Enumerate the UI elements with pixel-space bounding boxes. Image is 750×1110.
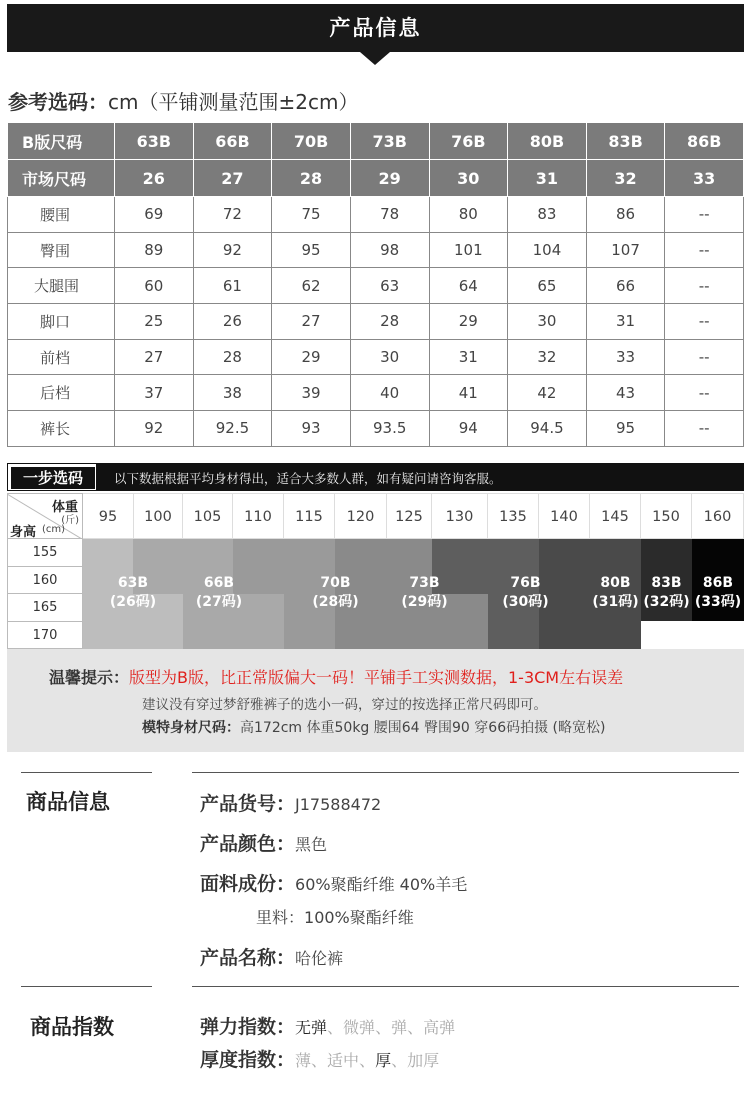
table-cell: 60 — [115, 268, 194, 304]
reference-label: 参考选码： — [8, 90, 108, 114]
name-line — [200, 943, 343, 970]
table-cell: 25 — [115, 304, 194, 340]
fabric-line — [200, 869, 467, 896]
grid-corner — [7, 493, 83, 539]
table-cell: 31 — [586, 304, 665, 340]
height-label: 身高 — [10, 525, 37, 539]
table-cell: 61 — [193, 268, 272, 304]
table-cell: 94.5 — [508, 411, 587, 447]
divider — [192, 772, 739, 773]
table-cell: 69 — [115, 197, 194, 233]
market-size-label: 市场尺码 — [8, 160, 115, 197]
weight-cell: 130 — [432, 493, 488, 539]
market-size-row — [8, 160, 744, 197]
table-cell: 29 — [272, 339, 351, 375]
table-row — [8, 268, 744, 304]
reference-line — [8, 86, 358, 115]
size-block-label: 73B (29码) — [401, 575, 448, 610]
weight-cell: 150 — [641, 493, 692, 539]
table-cell: 29 — [429, 304, 508, 340]
table-cell: 95 — [272, 232, 351, 268]
color-line — [200, 829, 327, 856]
table-cell: 27 — [272, 304, 351, 340]
row-label: 腰围 — [8, 197, 115, 233]
height-cell: 170 — [7, 622, 83, 650]
section-header — [7, 4, 744, 52]
table-cell: 94 — [429, 411, 508, 447]
row-label: 裤长 — [8, 411, 115, 447]
market-size-cell: 31 — [508, 160, 587, 197]
fabric-label: 面料成份： — [200, 873, 296, 895]
row-label: 臀围 — [8, 232, 115, 268]
table-cell: 42 — [508, 375, 587, 411]
header-arrow-icon — [360, 52, 390, 65]
b-size-cell: 86B — [665, 123, 744, 160]
weight-unit: (斤) — [61, 515, 79, 526]
b-size-cell: 66B — [193, 123, 272, 160]
table-cell: -- — [665, 268, 744, 304]
b-size-cell: 83B — [586, 123, 665, 160]
elastic-option: 无弹 — [295, 1018, 328, 1037]
size-block-label: 86B (33码) — [694, 575, 742, 610]
thickness-line: 厚度指数：薄、适中、厚、加厚 — [200, 1049, 440, 1071]
thickness-option: 适中 — [327, 1051, 360, 1070]
size-grid — [7, 493, 744, 649]
table-cell: 80 — [429, 197, 508, 233]
lining-line — [256, 905, 414, 928]
color-value: 黑色 — [295, 835, 328, 854]
weight-cell: 120 — [335, 493, 387, 539]
size-block-label: 76B (30码) — [502, 575, 549, 610]
table-cell: 27 — [115, 339, 194, 375]
table-cell: 92 — [193, 232, 272, 268]
b-size-cell: 76B — [429, 123, 508, 160]
tip-warning: 版型为B版，比正常版偏大一码！平铺手工实测数据，1-3CM左右误差 — [129, 668, 624, 687]
elastic-option: 弹 — [391, 1018, 408, 1037]
table-cell: 38 — [193, 375, 272, 411]
weight-cell: 105 — [183, 493, 233, 539]
table-cell: 62 — [272, 268, 351, 304]
table-cell: 104 — [508, 232, 587, 268]
market-size-cell: 27 — [193, 160, 272, 197]
table-cell: 92.5 — [193, 411, 272, 447]
table-cell: 28 — [350, 304, 429, 340]
table-cell: -- — [665, 232, 744, 268]
table-cell: 31 — [429, 339, 508, 375]
row-label: 后档 — [8, 375, 115, 411]
divider — [21, 772, 152, 773]
tip-label: 温馨提示： — [49, 668, 130, 687]
table-cell: -- — [665, 375, 744, 411]
table-cell: 30 — [508, 304, 587, 340]
row-label: 脚口 — [8, 304, 115, 340]
elastic-label: 弹力指数： — [200, 1016, 296, 1038]
table-cell: 93 — [272, 411, 351, 447]
table-cell: 63 — [350, 268, 429, 304]
table-row — [8, 304, 744, 340]
elastic-option: 微弹 — [343, 1018, 376, 1037]
size-block-label: 63B (26码) — [109, 575, 157, 610]
height-cell: 155 — [7, 539, 83, 567]
market-size-cell: 26 — [115, 160, 194, 197]
market-size-cell: 29 — [350, 160, 429, 197]
table-row — [8, 232, 744, 268]
height-cell: 165 — [7, 594, 83, 622]
table-cell: 72 — [193, 197, 272, 233]
model-text: 高172cm 体重50kg 腰围64 臀围90 穿66码拍摄 (略宽松) — [240, 720, 606, 736]
table-row — [8, 197, 744, 233]
thickness-option: 薄 — [295, 1051, 312, 1070]
name-label: 产品名称： — [200, 947, 296, 969]
model-label: 模特身材尺码： — [142, 720, 240, 736]
indices-title: 商品指数 — [30, 1015, 114, 1039]
market-size-cell: 32 — [586, 160, 665, 197]
market-size-cell: 28 — [272, 160, 351, 197]
tip-advice: 建议没有穿过梦舒雅裤子的选小一码，穿过的按选择正常尺码即可。 — [142, 697, 547, 713]
table-cell: 107 — [586, 232, 665, 268]
lining-label: 里料： — [256, 908, 305, 927]
name-value: 哈伦裤 — [295, 949, 344, 968]
table-cell: 92 — [115, 411, 194, 447]
table-cell: -- — [665, 339, 744, 375]
table-cell: 41 — [429, 375, 508, 411]
step-select-bar — [7, 463, 744, 491]
elastic-line: 弹力指数：无弹、微弹、弹、高弹 — [200, 1016, 456, 1038]
table-cell: 26 — [193, 304, 272, 340]
size-block-label: 83B (32码) — [643, 575, 690, 610]
table-cell: 66 — [586, 268, 665, 304]
sku-line — [200, 789, 381, 816]
model-line — [142, 717, 605, 737]
product-info-title: 商品信息 — [26, 790, 110, 814]
size-block-label: 66B (27码) — [195, 575, 243, 610]
market-size-cell: 33 — [665, 160, 744, 197]
weight-cell: 115 — [284, 493, 335, 539]
table-row — [8, 339, 744, 375]
table-row — [8, 375, 744, 411]
b-size-cell: 63B — [115, 123, 194, 160]
table-cell: 32 — [508, 339, 587, 375]
table-cell: 86 — [586, 197, 665, 233]
b-size-cell: 73B — [350, 123, 429, 160]
thickness-label: 厚度指数： — [200, 1049, 296, 1071]
weight-cell: 140 — [539, 493, 590, 539]
table-row — [8, 411, 744, 447]
row-label: 前档 — [8, 339, 115, 375]
table-cell: 33 — [586, 339, 665, 375]
table-cell: 64 — [429, 268, 508, 304]
b-size-cell: 80B — [508, 123, 587, 160]
b-size-row — [8, 123, 744, 160]
table-cell: 43 — [586, 375, 665, 411]
sku-label: 产品货号： — [200, 793, 296, 815]
weight-cell: 125 — [387, 493, 432, 539]
step-note: 以下数据根据平均身材得出，适合大多数人群，如有疑问请咨询客服。 — [114, 471, 502, 486]
weight-cell: 145 — [590, 493, 641, 539]
table-cell: 78 — [350, 197, 429, 233]
table-cell: -- — [665, 304, 744, 340]
weight-cell: 100 — [134, 493, 183, 539]
sku-value: J17588472 — [295, 795, 382, 814]
height-unit: (cm) — [42, 524, 66, 535]
b-size-label: B版尺码 — [8, 123, 115, 160]
lining-value: 100%聚酯纤维 — [304, 908, 414, 927]
table-cell: -- — [665, 197, 744, 233]
weight-cell: 135 — [488, 493, 539, 539]
weight-label: 体重 — [51, 500, 78, 515]
tip-panel — [7, 649, 744, 752]
step-label-box — [7, 463, 97, 491]
table-cell: 39 — [272, 375, 351, 411]
table-cell: 75 — [272, 197, 351, 233]
table-cell: 98 — [350, 232, 429, 268]
fabric-value: 60%聚酯纤维 40%羊毛 — [295, 875, 468, 894]
reference-text: cm（平铺测量范围±2cm） — [108, 90, 359, 114]
step-label: 一步选码 — [11, 467, 95, 489]
table-cell: 83 — [508, 197, 587, 233]
size-block-label: 80B (31码) — [592, 575, 639, 610]
thickness-option: 厚 — [375, 1051, 392, 1070]
elastic-option: 高弹 — [423, 1018, 456, 1037]
table-cell: 95 — [586, 411, 665, 447]
table-cell: 93.5 — [350, 411, 429, 447]
table-cell: -- — [665, 411, 744, 447]
weight-cell: 110 — [233, 493, 284, 539]
size-block-label: 70B (28码) — [312, 575, 359, 610]
weight-cell: 95 — [83, 493, 134, 539]
table-cell: 30 — [350, 339, 429, 375]
table-cell: 28 — [193, 339, 272, 375]
table-cell: 37 — [115, 375, 194, 411]
thickness-option: 加厚 — [407, 1051, 440, 1070]
table-cell: 65 — [508, 268, 587, 304]
divider — [21, 986, 152, 987]
size-table — [7, 122, 744, 447]
row-label: 大腿围 — [8, 268, 115, 304]
section-title: 产品信息 — [329, 16, 422, 40]
market-size-cell: 30 — [429, 160, 508, 197]
height-cell: 160 — [7, 567, 83, 595]
tip-line — [49, 665, 623, 688]
b-size-cell: 70B — [272, 123, 351, 160]
table-cell: 101 — [429, 232, 508, 268]
weight-cell: 160 — [692, 493, 744, 539]
table-cell: 89 — [115, 232, 194, 268]
table-cell: 40 — [350, 375, 429, 411]
divider — [192, 986, 739, 987]
color-label: 产品颜色： — [200, 833, 296, 855]
